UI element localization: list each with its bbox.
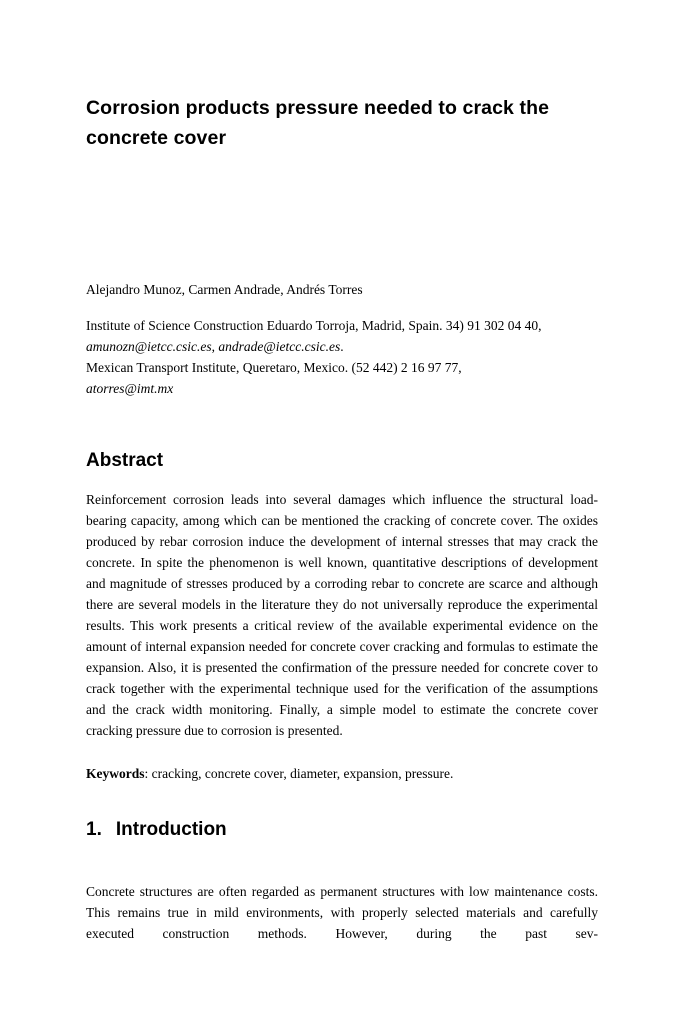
abstract-heading: Abstract bbox=[86, 450, 164, 471]
affiliation-2-text: Mexican Transport Institute, Queretaro, Mexico. (52 442) 2 16 97 77, bbox=[86, 360, 462, 375]
keywords-line bbox=[86, 763, 598, 784]
section-1-heading bbox=[86, 818, 598, 841]
keywords-label: Keywords bbox=[86, 766, 145, 781]
affiliation-1-email-1: amunozn@ietcc.csic.es bbox=[86, 339, 212, 354]
section-1-title: Introduction bbox=[115, 819, 227, 840]
paper-title: Corrosion products pressure needed to crack the concrete cover bbox=[86, 97, 550, 149]
affiliation-1-text: Institute of Science Construction Eduardo Torroja, Madrid, Spain. 34) 91 302 04 40, bbox=[86, 318, 542, 333]
affiliation-2-email: atorres@imt.mx bbox=[86, 381, 174, 396]
affiliations-block bbox=[86, 315, 598, 399]
abstract-paragraph: Reinforcement corrosion leads into several damages which influence the structural load-bearing capacity, among which can be mentioned the cracking of concrete cover. The oxides produced by rebar corrosion induce the development of internal stresses that may crack the concrete. In spite the phenomenon is well known, quantitative descriptions of development and magnitude of stresses produced by a corroding rebar to concrete are scarce and although there are several models in the literature they do not universally reproduce the experimental results. This work presents a critical review of the available experimental evidence on the amount of internal expansion needed for concrete cover cracking and formulas to estimate the expansion. Also, it is presented the confirmation of the pressure needed for concrete cover to crack together with the experimental technique used for the verification of the assumptions and the crack width monitoring. Finally, a simple model to estimate the concrete cover cracking pressure due to corrosion is presented. bbox=[86, 492, 598, 738]
section-1-paragraph: Concrete structures are often regarded as permanent structures with low maintenance costs. This remains true in mild environments, with properly selected materials and carefully executed construction methods. However, during the past sev- bbox=[86, 884, 598, 941]
section-1-number: 1. bbox=[86, 819, 102, 840]
affiliation-1-period: . bbox=[340, 339, 344, 354]
affiliation-1-separator: , bbox=[211, 339, 219, 354]
keywords-text: : cracking, concrete cover, diameter, expansion, pressure. bbox=[144, 766, 454, 781]
affiliation-1-email-2: andrade@ietcc.csic.es bbox=[218, 339, 341, 354]
authors-line: Alejandro Munoz, Carmen Andrade, Andrés Torres bbox=[86, 282, 363, 297]
